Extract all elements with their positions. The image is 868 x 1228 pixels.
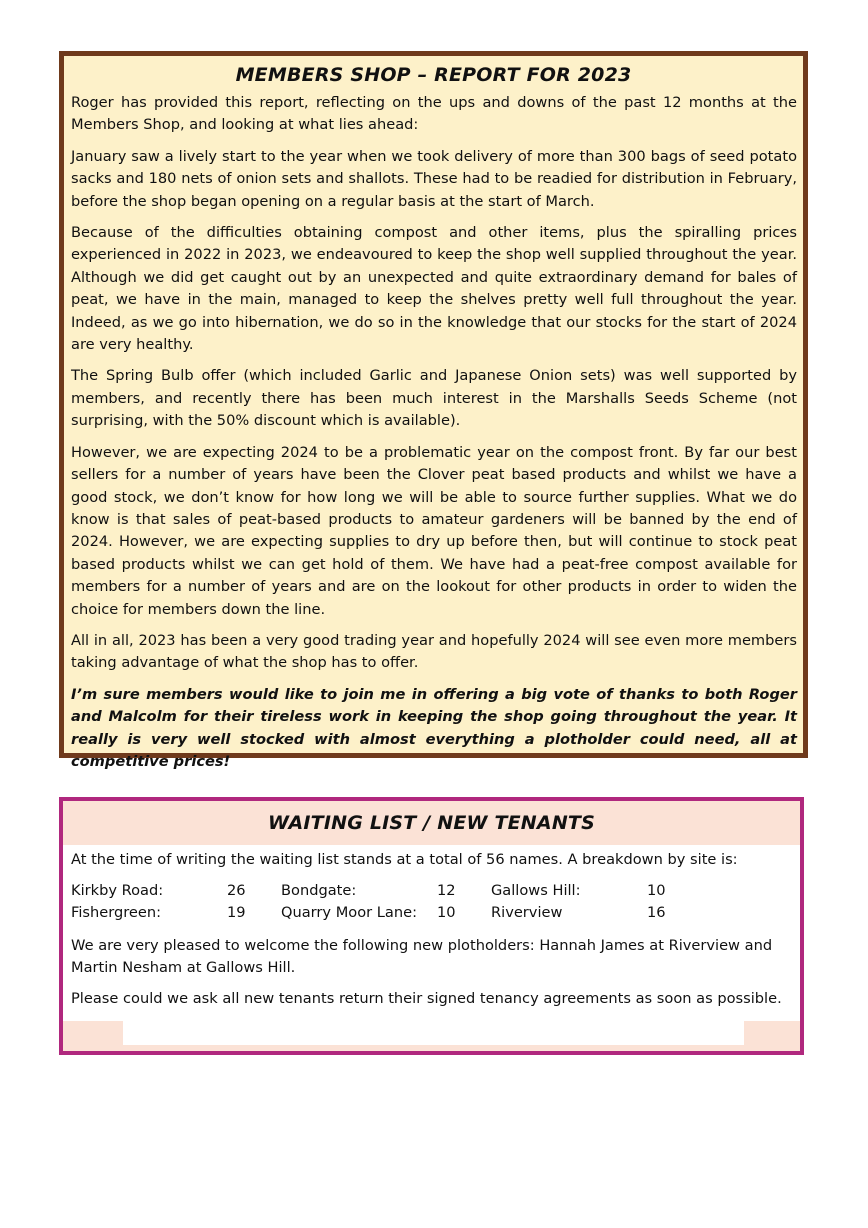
waiting-list-body bbox=[63, 845, 800, 1011]
waiting-list-intro: At the time of writing the waiting list stands at a total of 56 names. A breakdown by site is: bbox=[71, 851, 738, 868]
site-name: Fishergreen: bbox=[71, 904, 162, 922]
site-name: Bondgate: bbox=[281, 881, 357, 899]
shop-paragraph: Roger has provided this report, reflecting on the ups and downs of the past 12 months at the Members Shop, and looking at what lies ahead: bbox=[71, 94, 797, 134]
footer-blank-cell bbox=[123, 1021, 744, 1045]
shop-paragraph: However, we are expecting 2024 to be a problematic year on the compost front. By far our best sellers for a number of years have been the Clover peat based products and whilst we have a good stock, we don’t know for how long we will be able to source further supplies. What we do know is that sales of peat-based products to amateur gardeners will be banned by the end of 2024. However, we are expecting supplies to dry up before then, but will continue to stock peat based products whilst we can get hold of them. We have had a peat-free compost available for members for a number of years and are on the lookout for other products in order to widen the choice for members down the line. bbox=[71, 443, 797, 618]
waiting-list-title: WAITING LIST / NEW TENANTS bbox=[268, 812, 595, 834]
members-shop-title: MEMBERS SHOP – REPORT FOR 2023 bbox=[235, 64, 632, 86]
site-count: 16 bbox=[647, 904, 666, 922]
members-shop-section bbox=[59, 51, 808, 770]
waiting-list-footer-band bbox=[63, 1021, 800, 1051]
shop-paragraph: Because of the difficulties obtaining compost and other items, plus the spiralling prices experienced in 2022 in 2023, we endeavoured to keep the shop well supplied throughout the year. Although we did get caught out by an unexpected and quite extraordinary demand for bales of peat, we have in the main, managed to keep the shelves pretty well full throughout the year. Indeed, as we go into hibernation, we do so in the knowledge that our stocks for the start of 2024 are very healthy. bbox=[71, 224, 797, 354]
site-name: Quarry Moor Lane: bbox=[281, 904, 418, 922]
site-count: 12 bbox=[437, 881, 456, 899]
site-count: 26 bbox=[227, 881, 246, 899]
tenancy-request-paragraph: Please could we ask all new tenants return their signed tenancy agreements as soon as possible. bbox=[71, 989, 782, 1007]
shop-paragraph: All in all, 2023 has been a very good trading year and hopefully 2024 will see even more members taking advantage of what the shop has to offer. bbox=[71, 631, 797, 672]
site-name: Kirkby Road: bbox=[71, 881, 164, 899]
shop-paragraph: The Spring Bulb offer (which included Garlic and Japanese Onion sets) was well supported by members, and recently there has been much interest in the Marshalls Seeds Scheme (not surprising, with the 50% discount which is available). bbox=[71, 367, 797, 430]
shop-thanks-paragraph: I’m sure members would like to join me in offering a big vote of thanks to both Roger and Malcolm for their tireless work in keeping the shop going throughout the year. It really is very well stocked with almost everything a plotholder could need, all at competitive prices! bbox=[71, 685, 797, 770]
site-breakdown-table bbox=[71, 880, 792, 925]
site-name: Gallows Hill: bbox=[491, 881, 581, 899]
site-row bbox=[71, 880, 792, 903]
welcome-paragraph: We are very pleased to welcome the following new plotholders: Hannah James at Riverview and Martin Nesham at Gallows Hill. bbox=[71, 936, 773, 977]
site-count: 19 bbox=[227, 904, 246, 922]
site-count: 10 bbox=[647, 881, 666, 899]
site-row bbox=[71, 902, 792, 925]
site-count: 10 bbox=[437, 904, 456, 922]
waiting-list-section bbox=[59, 797, 804, 1055]
waiting-list-header bbox=[63, 801, 800, 845]
site-name: Riverview bbox=[491, 904, 563, 922]
shop-paragraph: January saw a lively start to the year when we took delivery of more than 300 bags of seed potato sacks and 180 nets of onion sets and shallots. These had to be readied for distribution in February, before the shop began opening on a regular basis at the start of March. bbox=[71, 147, 797, 210]
members-shop-body bbox=[64, 92, 803, 773]
